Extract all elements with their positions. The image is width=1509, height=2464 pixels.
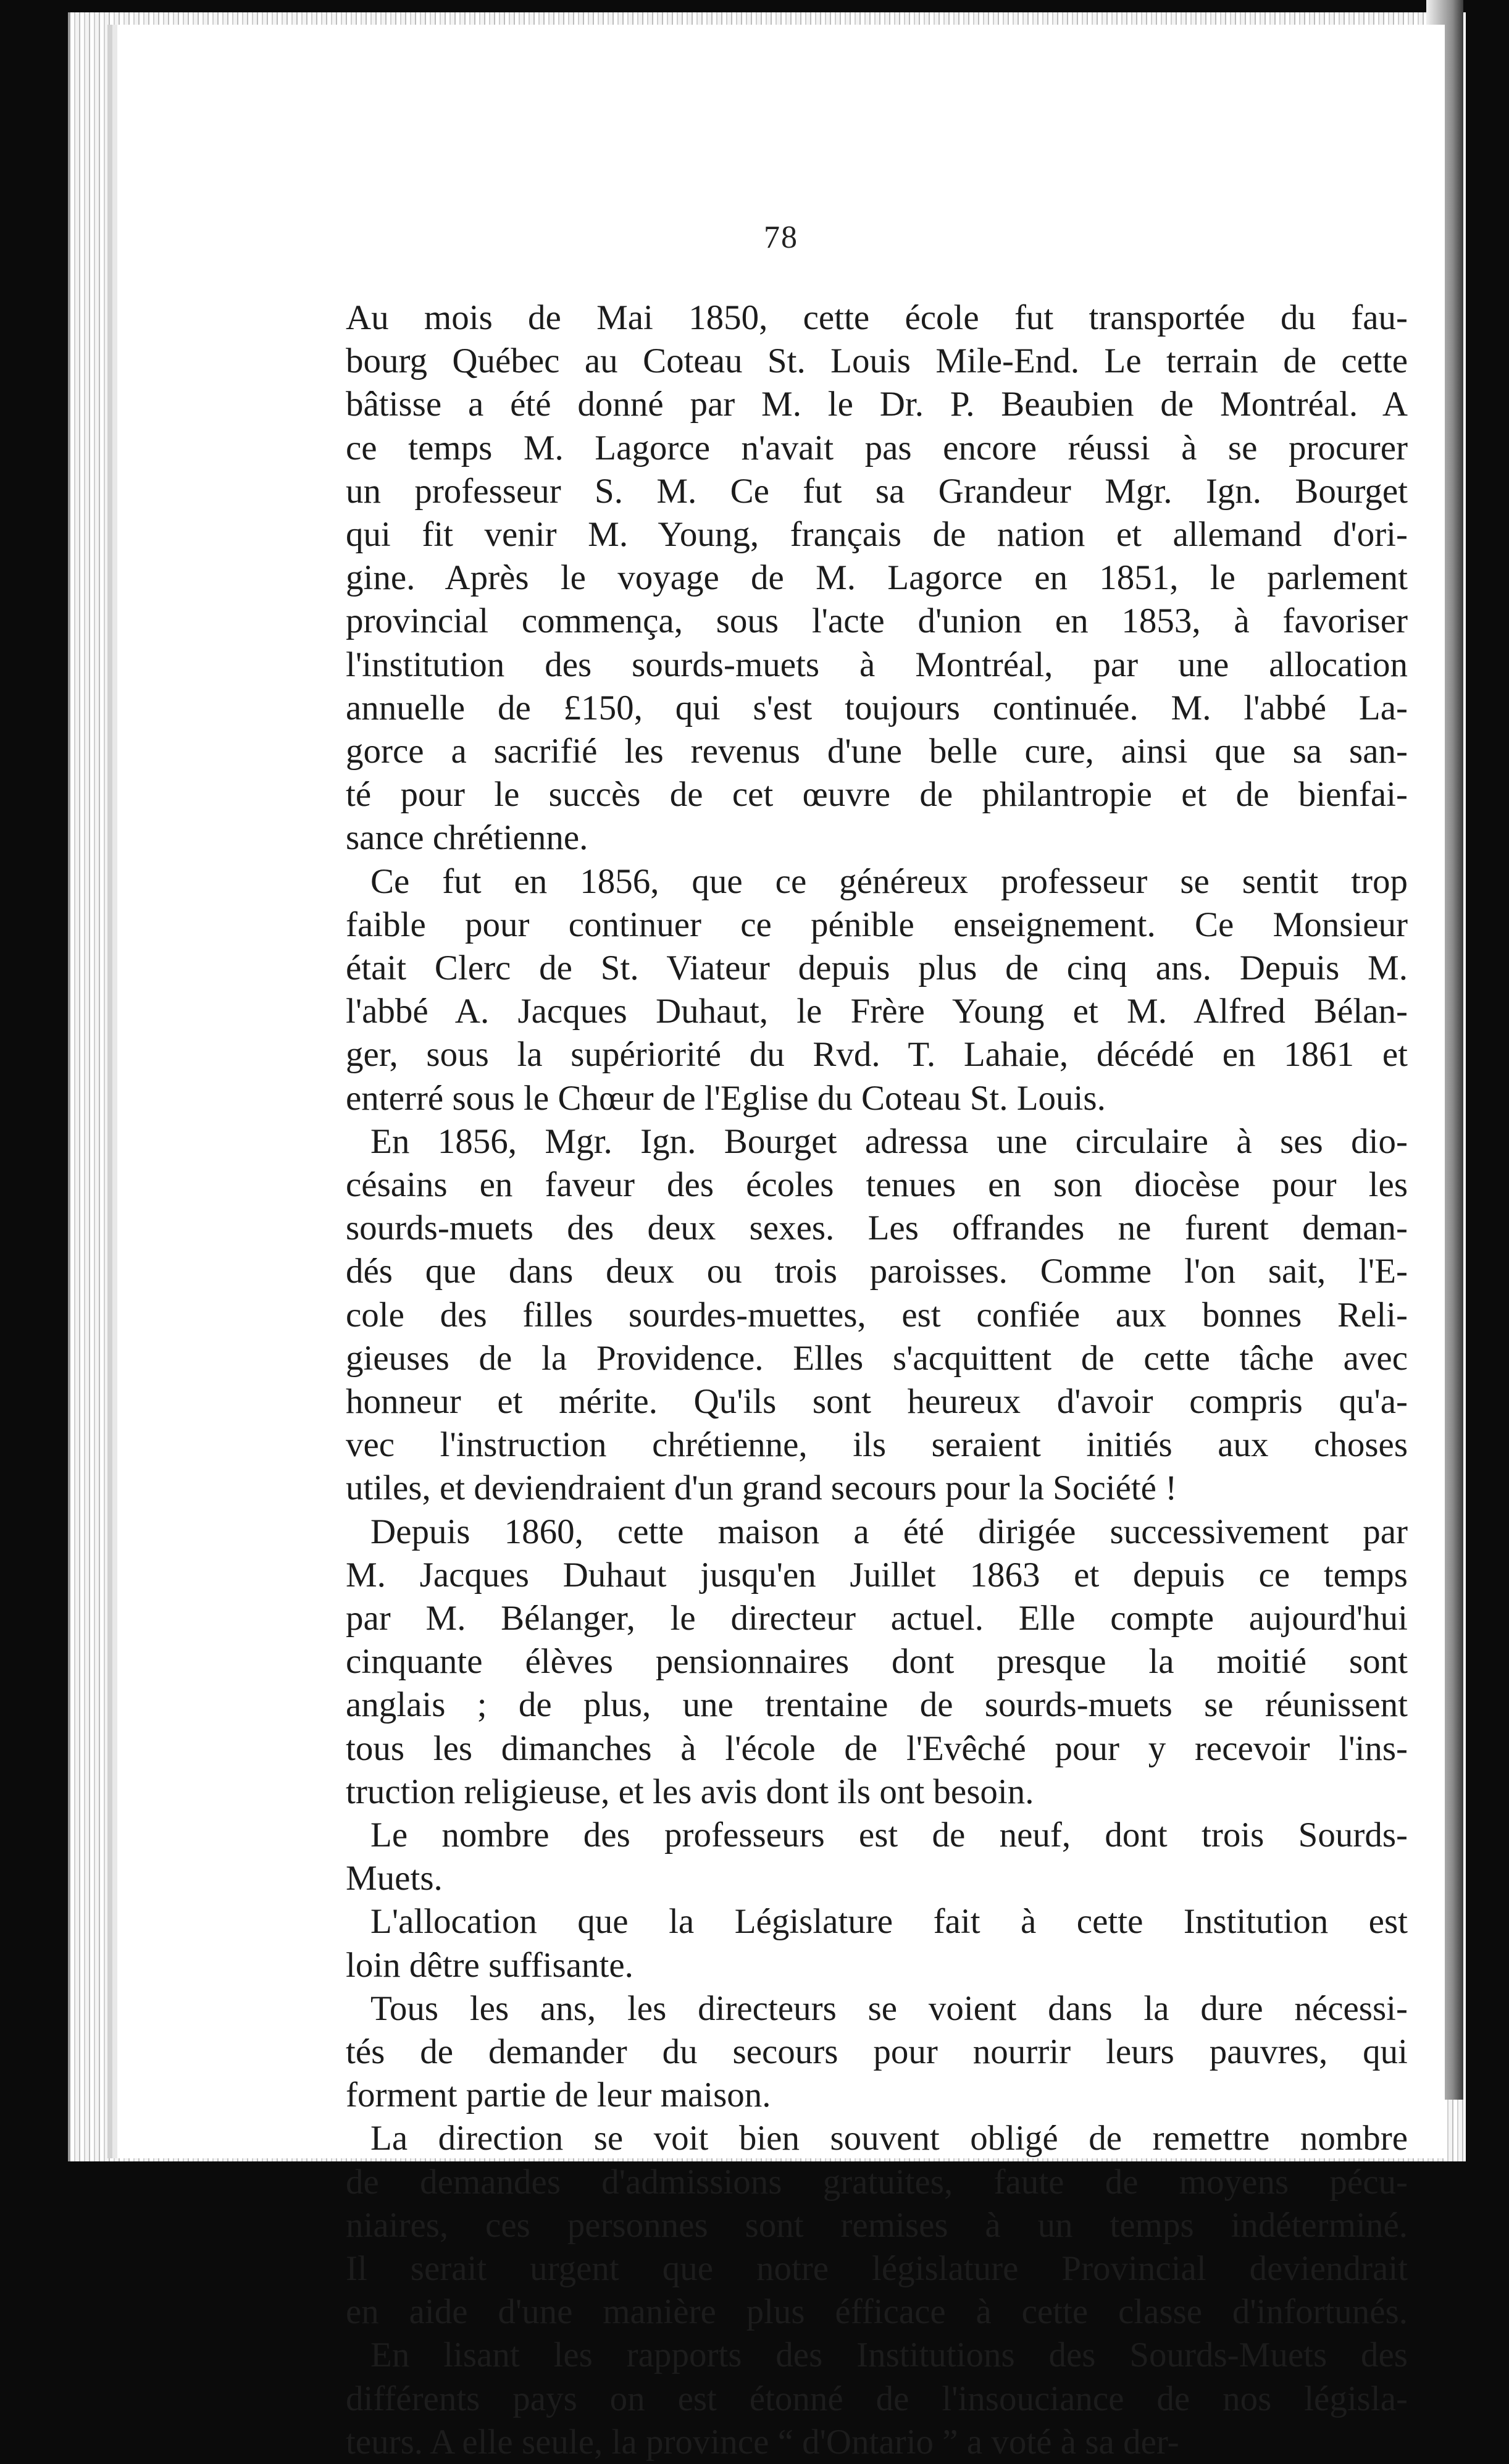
text-line: bâtisse a été donné par M. le Dr. P. Beaubien de Montréal. A [346,385,1408,424]
text-line: Ce fut en 1856, que ce généreux professeur se sentit trop [370,861,1408,901]
text-line: sance chrétienne. [346,818,588,858]
text-line: Le nombre des professeurs est de neuf, dont trois Sourds- [370,1816,1408,1854]
book-page [117,25,1445,2462]
text-line: sourds-muets des deux sexes. Les offrandes ne furent deman- [346,1209,1408,1248]
text-line: en aide d'une manière plus éfficace à cette classe d'infortunés. [346,2292,1408,2332]
text-line: ce temps M. Lagorce n'avait pas encore réussi à se procurer [346,428,1408,467]
text-line: gine. Après le voyage de M. Lagorce en 1851, le parlement [346,558,1408,598]
text-line: L'allocation que la Législature fait à cette Institution est [370,1902,1408,1942]
text-line: l'abbé A. Jacques Duhaut, le Frère Young et M. Alfred Bélan- [346,992,1408,1031]
text-line: vec l'instruction chrétienne, ils seraient initiés aux choses [346,1425,1408,1465]
text-line: de demandes d'admissions gratuites, faute de moyens pécu- [346,2162,1408,2202]
text-line: gorce a sacrifié les revenus d'une belle cure, ainsi que sa san- [346,732,1408,771]
text-line: tous les dimanches à l'école de l'Evêché pour y recevoir l'ins- [346,1729,1408,1768]
text-line: était Clerc de St. Viateur depuis plus de cinq ans. Depuis M. [346,949,1408,987]
text-line: Il serait urgent que notre législature Provincial deviendrait [346,2249,1408,2288]
text-line: un professeur S. M. Ce fut sa Grandeur Mgr. Ign. Bourget [346,471,1408,511]
text-line: En lisant les rapports des Institutions des Sourds-Muets des [370,2336,1408,2375]
text-line: gieuses de la Providence. Elles s'acquittent de cette tâche avec [346,1338,1408,1378]
text-line: truction religieuse, et les avis dont ils ont besoin. [346,1772,1034,1811]
text-line: cole des filles sourdes-muettes, est confiée aux bonnes Reli- [346,1295,1408,1335]
text-line: Tous les ans, les directeurs se voient dans la dure nécessi- [370,1988,1408,2028]
text-line: anglais ; de plus, une trentaine de sourds-muets se réunissent [346,1685,1408,1725]
text-line: par M. Bélanger, le directeur actuel. Elle compte aujourd'hui [346,1599,1408,1638]
text-line: annuelle de £150, qui s'est toujours continuée. M. l'abbé La- [346,688,1408,727]
text-line: La direction se voit bien souvent obligé de remettre nombre [370,2119,1408,2158]
text-line: dés que dans deux ou trois paroisses. Comme l'on sait, l'E- [346,1252,1408,1291]
text-line: Au mois de Mai 1850, cette école fut transportée du fau- [346,298,1408,337]
text-line: qui fit venir M. Young, français de nation et allemand d'ori- [346,515,1408,554]
page-number: 78 [764,220,798,255]
text-line: l'institution des sourds-muets à Montréal, par une allocation [346,645,1408,684]
text-line: té pour le succès de cet œuvre de philantropie et de bienfai- [346,775,1408,815]
text-line: césains en faveur des écoles tenues en son diocèse pour les [346,1165,1408,1204]
text-line: En 1856, Mgr. Ign. Bourget adressa une circulaire à ses dio- [370,1121,1408,1161]
text-line: teurs. A elle seule, la province “ d'Ontario ” a voté à sa der- [346,2422,1179,2462]
text-line: forment partie de leur maison. [346,2076,771,2115]
text-line: niaires, ces personnes sont remises à un temps indéterminé. [346,2205,1408,2245]
text-line: loin dêtre suffisante. [346,1945,633,1985]
text-line: bourg Québec au Coteau St. Louis Mile-End. Le terrain de cette [346,342,1408,381]
text-line: honneur et mérite. Qu'ils sont heureux d'avoir compris qu'a- [346,1382,1408,1421]
text-line: provincial commença, sous l'acte d'union en 1853, à favoriser [346,601,1408,641]
text-line: différents pays on est étonné de l'insouciance de nos législa- [346,2379,1408,2418]
text-line: Depuis 1860, cette maison a été dirigée successivement par [370,1512,1408,1551]
text-line: tés de demander du secours pour nourrir leurs pauvres, qui [346,2032,1408,2071]
text-line: ger, sous la supériorité du Rvd. T. Lahaie, décédé en 1861 et [346,1035,1408,1075]
text-line: utiles, et deviendraient d'un grand secours pour la Société ! [346,1469,1177,1508]
text-line: enterré sous le Chœur de l'Eglise du Coteau St. Louis. [346,1078,1106,1118]
text-line: M. Jacques Duhaut jusqu'en Juillet 1863 et depuis ce temps [346,1555,1408,1594]
text-line: cinquante élèves pensionnaires dont presque la moitié sont [346,1642,1408,1682]
text-line: Muets. [346,1859,443,1898]
text-line: faible pour continuer ce pénible enseignement. Ce Monsieur [346,905,1408,944]
